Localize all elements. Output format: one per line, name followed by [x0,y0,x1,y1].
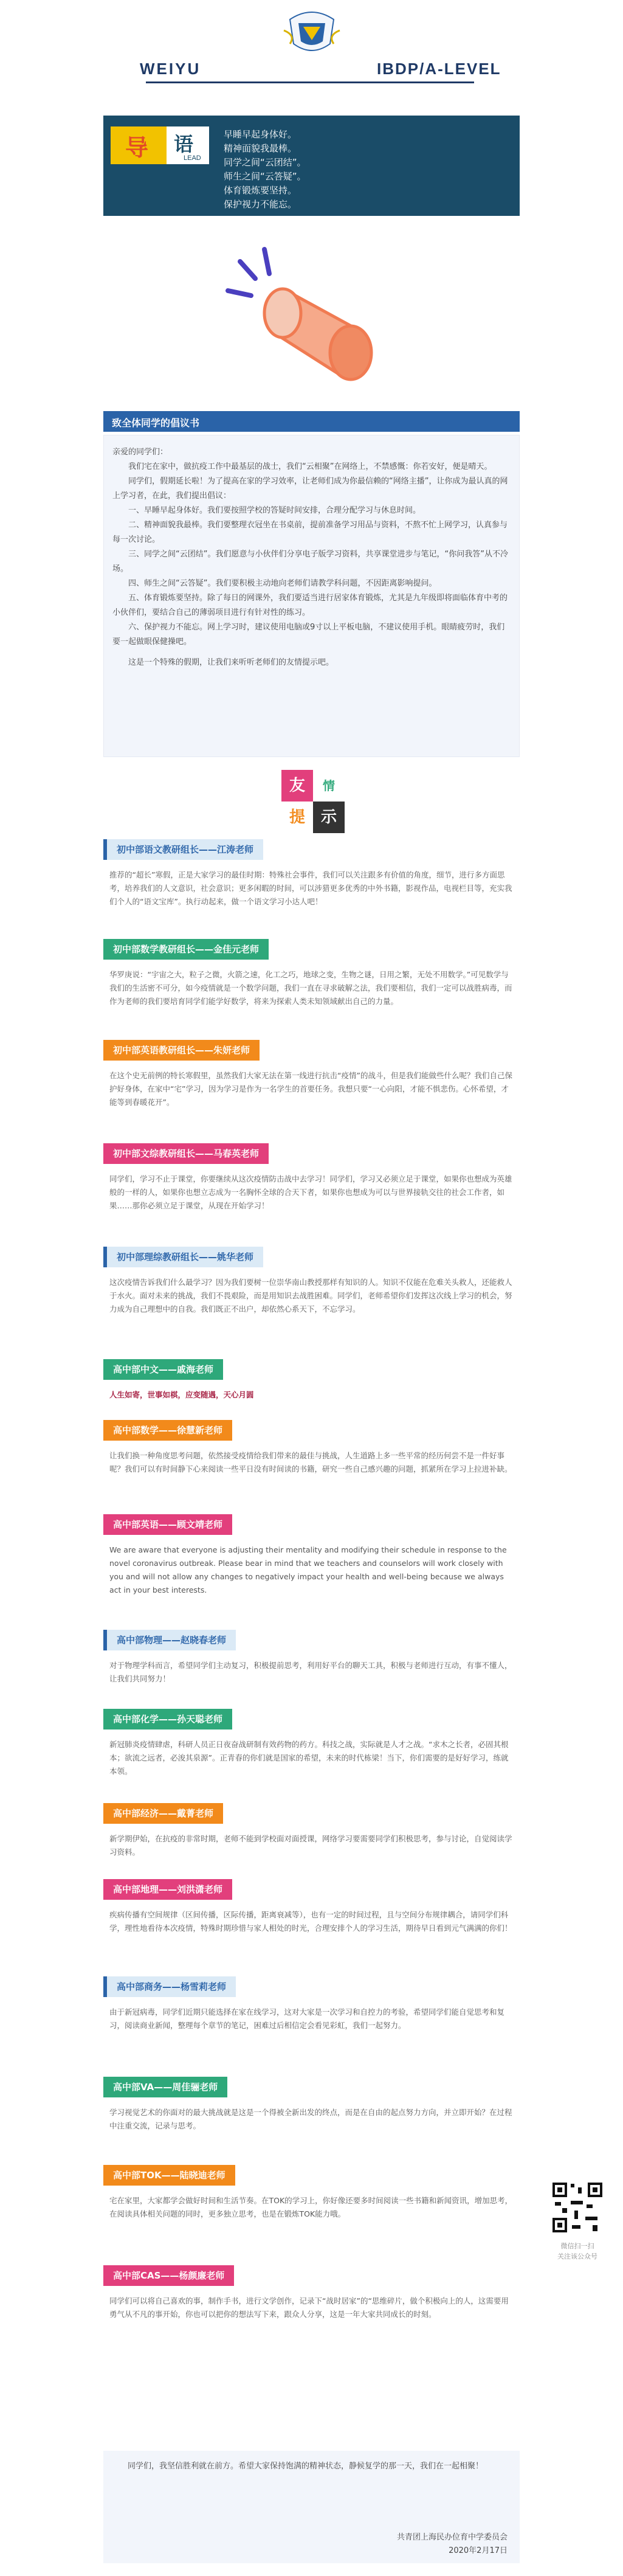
tip-body [109,2194,514,2221]
tile-char: 提 [281,802,313,833]
intro-line: 师生之间“云答疑”。 [224,171,306,182]
tip-tag: 初中部理综教研组长——姚华老师 [103,1247,263,1267]
tip-tag: 高中部中文——戚海老师 [103,1359,223,1380]
tip-tag: 高中部商务——杨雪莉老师 [103,1976,236,1997]
header-right-title: IBDP/A-LEVEL [377,60,501,78]
tip-tag: 高中部VA——周佳骊老师 [103,2077,227,2097]
tip-block [103,1803,520,1873]
intro-char-2: 语 [174,133,194,156]
tip-block [103,1359,520,1414]
tip-block [103,1630,520,1697]
letter-para: 亲爱的同学们： [112,448,168,457]
tip-body [109,2006,514,2032]
letter-para: 三、同学之间“云团结”。我们愿意与小伙伴们分享电子版学习资料，共享课堂进步与笔记，“你问我答”从不冷场。 [112,550,508,573]
tip-para: 对于物理学科而言，希望同学们主动复习，积极提前思考，利用好平台的聊天工具，积极与老师进行互动，有事不懂人，让我们共同努力！ [109,1661,512,1683]
tip-body [109,1276,514,1316]
tip-tag: 高中部英语——顾文靖老师 [103,1514,232,1535]
intro-line: 保护视力不能忘。 [224,199,297,210]
tip-body [109,1449,514,1476]
tip-tag: 高中部化学——孙天聪老师 [103,1709,232,1729]
closing-org: 共青团上海民办位育中学委员会 [396,2533,508,2542]
letter-para: 二、精神面貌我最棒。我们要整理衣冠坐在书桌前，提前准备学习用品与资料，不熬不忙上网学习，认真参与每一次讨论。 [112,521,508,544]
tip-tag: 初中部数学教研组长——金佳元老师 [103,939,269,960]
tip-block [103,1709,520,1794]
tip-tag: 初中部文综教研组长——马春英老师 [103,1143,269,1164]
tip-block [103,839,520,930]
school-crest-logo [272,7,352,57]
tip-tag: 高中部地理——刘洪潇老师 [103,1879,232,1900]
tip-para: 华罗庚说：“宇宙之大，粒子之微，火箭之速，化工之巧，地球之变，生物之谜，日用之繁，无处不用数学。”可见数学与我们的生活密不可分，如今疫情就是一个数学问题，我们一直在寻求破解之法，我们要相信，我们一定可以战胜病毒，而作为老师的我们要培育同学们能学好数学，将来为探索人类未知领域献出自己的力量。 [109,970,512,1006]
intro-lead-label: LEAD [184,154,201,162]
tip-para: 人生如寄，世事如棋，应变随遇，天心月圆 [109,1390,254,1399]
tip-body [109,1738,514,1778]
tip-block [103,1514,520,1612]
qr-caption [547,2241,608,2262]
tip-body [109,1908,514,1935]
letter-para: 一、早睡早起身体好。我们要按照学校的答疑时间安排，合理分配学习与休息时间。 [128,506,421,515]
qr-caption-line: 关注该公众号 [557,2252,597,2260]
intro-char-1: 导 [125,134,149,161]
intro-line: 早睡早起身体好。 [224,129,297,140]
tip-block [103,1247,520,1347]
letter-para: 四、师生之间“云答疑”。我们要积极主动地向老师们请教学科问题，不因距离影响提问。 [128,579,437,588]
tip-block [103,1879,520,1964]
tip-block [103,1976,520,2062]
tile-char: 示 [313,802,345,833]
tip-para: 这次疫情告诉我们什么最学习？因为我们要树一位崇华南山教授那样有知识的人。知识不仅能在危难关头救人，还能救人于水火。面对未来的挑战，我们不畏艰险，而是用知识去战胜困难。同学们，老师希望你们发挥这次线上学习的机会，努力成为自己理想中的自我。我们既正不出户，却依然心系天下，不忘学习。 [109,1278,512,1314]
tip-block [103,1040,520,1131]
tip-block [103,2165,523,2244]
tip-tag: 高中部CAS——杨颜廉老师 [103,2265,234,2286]
qr-caption-line: 微信扫一扫 [560,2242,594,2250]
letter-para: 五、体育锻炼要坚持。除了每日的网课外，我们要适当进行居家体育锻炼，尤其是九年级即将面临体育中考的小伙伴们，要结合自己的薄弱项目进行有针对性的练习。 [112,594,508,617]
tip-para: 同学们，学习不止于课堂，你要继续从这次疫情防击战中去学习！同学们，学习又必须立足于课堂，如果你也想成为英雄般的一样的人，如果你也想立志成为一名胸怀全球的合天下者，如果你也想成为可以与世界接轨交往的社会工作者，如果……那你必须立足于课堂，从现在开始学习！ [109,1174,512,1210]
tip-para: 宅在家里，大家都学会做好时间和生活节奏。在TOK的学习上，你好像还要多时间阅读一些书籍和新闻资讯，增加思考，在阅读具体相关问题的同时，更多独立思考，也是在锻炼TOK能力哦。 [109,2196,513,2218]
tip-para: 让我们换一种角度思考问题，依然接受疫情给我们带来的最佳与挑战，人生道路上多一些平常的经历何尝不是一件好事呢？我们可以有时间静下心来阅读一些平日没有时间读的书籍，研究一些自己感兴趣的问题，抓紧所在学习上拉进补缺。 [109,1451,512,1473]
tip-body [109,1172,514,1213]
header-divider [146,81,474,83]
tile-char: 情 [313,770,345,802]
tip-body [109,1659,514,1686]
tip-para: 新学期伊始，在抗疫的非常时期，老师不能到学校面对面授课，网络学习要需要同学们积极思考，参与讨论，自觉阅读学习资料。 [109,1834,512,1857]
intro-line: 体育锻炼要坚持。 [224,185,297,196]
tip-block [103,939,520,1030]
tip-para: We are aware that everyone is adjusting their mentality and modifying their schedule in response to the novel coronavirus outbreak. Please bear in mind that we teachers and counselors will work closely with you and will not allow any changes to negatively impact your health and well-being because we always act in your best interests. [109,1545,507,1594]
letter-para: 同学们，假期延长啦！为了提高在家的学习效率，让老师们成为你最信赖的“网络主播”，让你成为最认真的网上学习者，在此，我们提出倡议： [112,477,508,500]
header-left-title: WEIYU [140,60,201,78]
tip-body [109,1832,514,1859]
tip-tag: 高中部TOK——陆晓迪老师 [103,2165,235,2186]
letter-title-bar [103,411,520,432]
tile-char: 友 [281,770,313,802]
tip-block [103,2077,517,2147]
tip-para: 新冠肺炎疫情肆虐，科研人员正日夜奋战研制有效药物的药方。科技之战，实际就是人才之战。“求木之长者，必固其根本；欲流之远者，必浚其泉源”。正青春的你们就是国家的希望，未来的时代栋梁！当下，你们需要的是好好学习，练就本领。 [109,1740,509,1776]
closing-text: 同学们，我坚信胜利就在前方。希望大家保持饱满的精神状态，静候复学的那一天，我们在一起相聚！ [128,2462,484,2471]
tip-body [109,1543,514,1597]
megaphone-icon [222,243,404,407]
tip-body [109,868,514,909]
letter-panel [103,435,520,757]
tip-body [109,2294,514,2321]
tip-para: 由于新冠病毒，同学们近期只能选择在家在线学习，这对大家是一次学习和自控力的考验，希望同学们能自觉思考和复习，阅读商业新闻，整理每个章节的笔记，困难过后相信定会看见彩虹，我们一起努力。 [109,2007,505,2030]
tip-body [109,968,514,1008]
tip-block [103,1420,520,1505]
tip-tag: 高中部经济——戴菁老师 [103,1803,223,1824]
letter-title: 致全体同学的倡议书 [112,417,200,429]
tip-body [109,1388,514,1402]
letter-para: 这是一个特殊的假期，让我们来听听老师们的友情提示吧。 [128,658,334,667]
closing-signature [397,2531,508,2558]
letter-body [112,445,511,670]
tip-para: 疾病传播有空间规律（区间传播，区际传播，距离衰减等），也有一定的时间过程，且与空间分布规律耦合，请同学们科学，理性地看待本次疫情，特殊时期珍惜与家人相处的时光，合理安排个人的学习生活，期待早日看到元气满满的你们！ [109,1910,512,1933]
tip-para: 在这个史无前例的特长寒假里，虽然我们大家无法在第一线进行抗击“疫情”的战斗，但是我们能做些什么呢？我们自己保护好身体，在家中“宅”学习，因为学习是作为一名学生的首要任务。我想只要“一心向阳，才能不惧悲伤。心怀希望，才能等到春暖花开”。 [109,1071,512,1107]
tips-tiles [277,766,349,839]
intro-line: 同学之间“云团结”。 [224,157,306,168]
tip-tag: 初中部英语教研组长——朱妍老师 [103,1040,260,1061]
letter-para: 六、保护视力不能忘。网上学习时，建议使用电脑或9寸以上平板电脑，不建议使用手机。眼睛疲劳时，我们要一起做眼保健操吧。 [112,623,505,646]
tip-block [103,1143,520,1234]
tip-tag: 初中部语文教研组长——江涛老师 [103,839,263,860]
tip-body [109,1069,514,1109]
intro-line: 精神面貌我最棒。 [224,143,297,154]
letter-para: 我们宅在家中，做抗疫工作中最基层的战士，我们“云相聚”在网络上，不禁感慨：你若安好，便是晴天。 [128,462,492,471]
tip-para: 推荐的“超长”寒假，正是大家学习的最佳时期：特殊社会事件，我们可以关注跟多有价值的角度，细节，进行多方面思考，培养我们的人文意识，社会意识；更多闲暇的时间，可以涉猎更多优秀的中外书籍，影视作品，电视栏目等，充实我们个人的“语文宝库”。执行动起来，做一个语文学习小达人吧！ [109,870,512,906]
closing-date: 2020年2月17日 [449,2546,508,2555]
intro-lines [224,128,306,212]
intro-panel [103,116,520,216]
closing-panel [103,2451,520,2563]
tip-para: 同学们可以将自己喜欢的事，制作手书，进行文学创作，记录下“战时居家”的“思维碎片，做个积极向上的人，这需要用勇气从不凡的事开始，你也可以把你的想法写下来，跟众人分享，这是一年大家共同成长的时刻。 [109,2296,509,2319]
tip-tag: 高中部数学——徐慧新老师 [103,1420,232,1441]
tip-body [109,2106,514,2133]
qr-code-image[interactable] [550,2180,605,2235]
tip-block [103,2265,520,2350]
tip-tag: 高中部物理——赵晓春老师 [103,1630,236,1650]
tip-para: 学习视觉艺术的你面对的最大挑战就是这是一个得被全新出发的终点，而是在自由的起点努力方向，并立即开始？在过程中注重交流，记录与思考。 [109,2108,512,2130]
